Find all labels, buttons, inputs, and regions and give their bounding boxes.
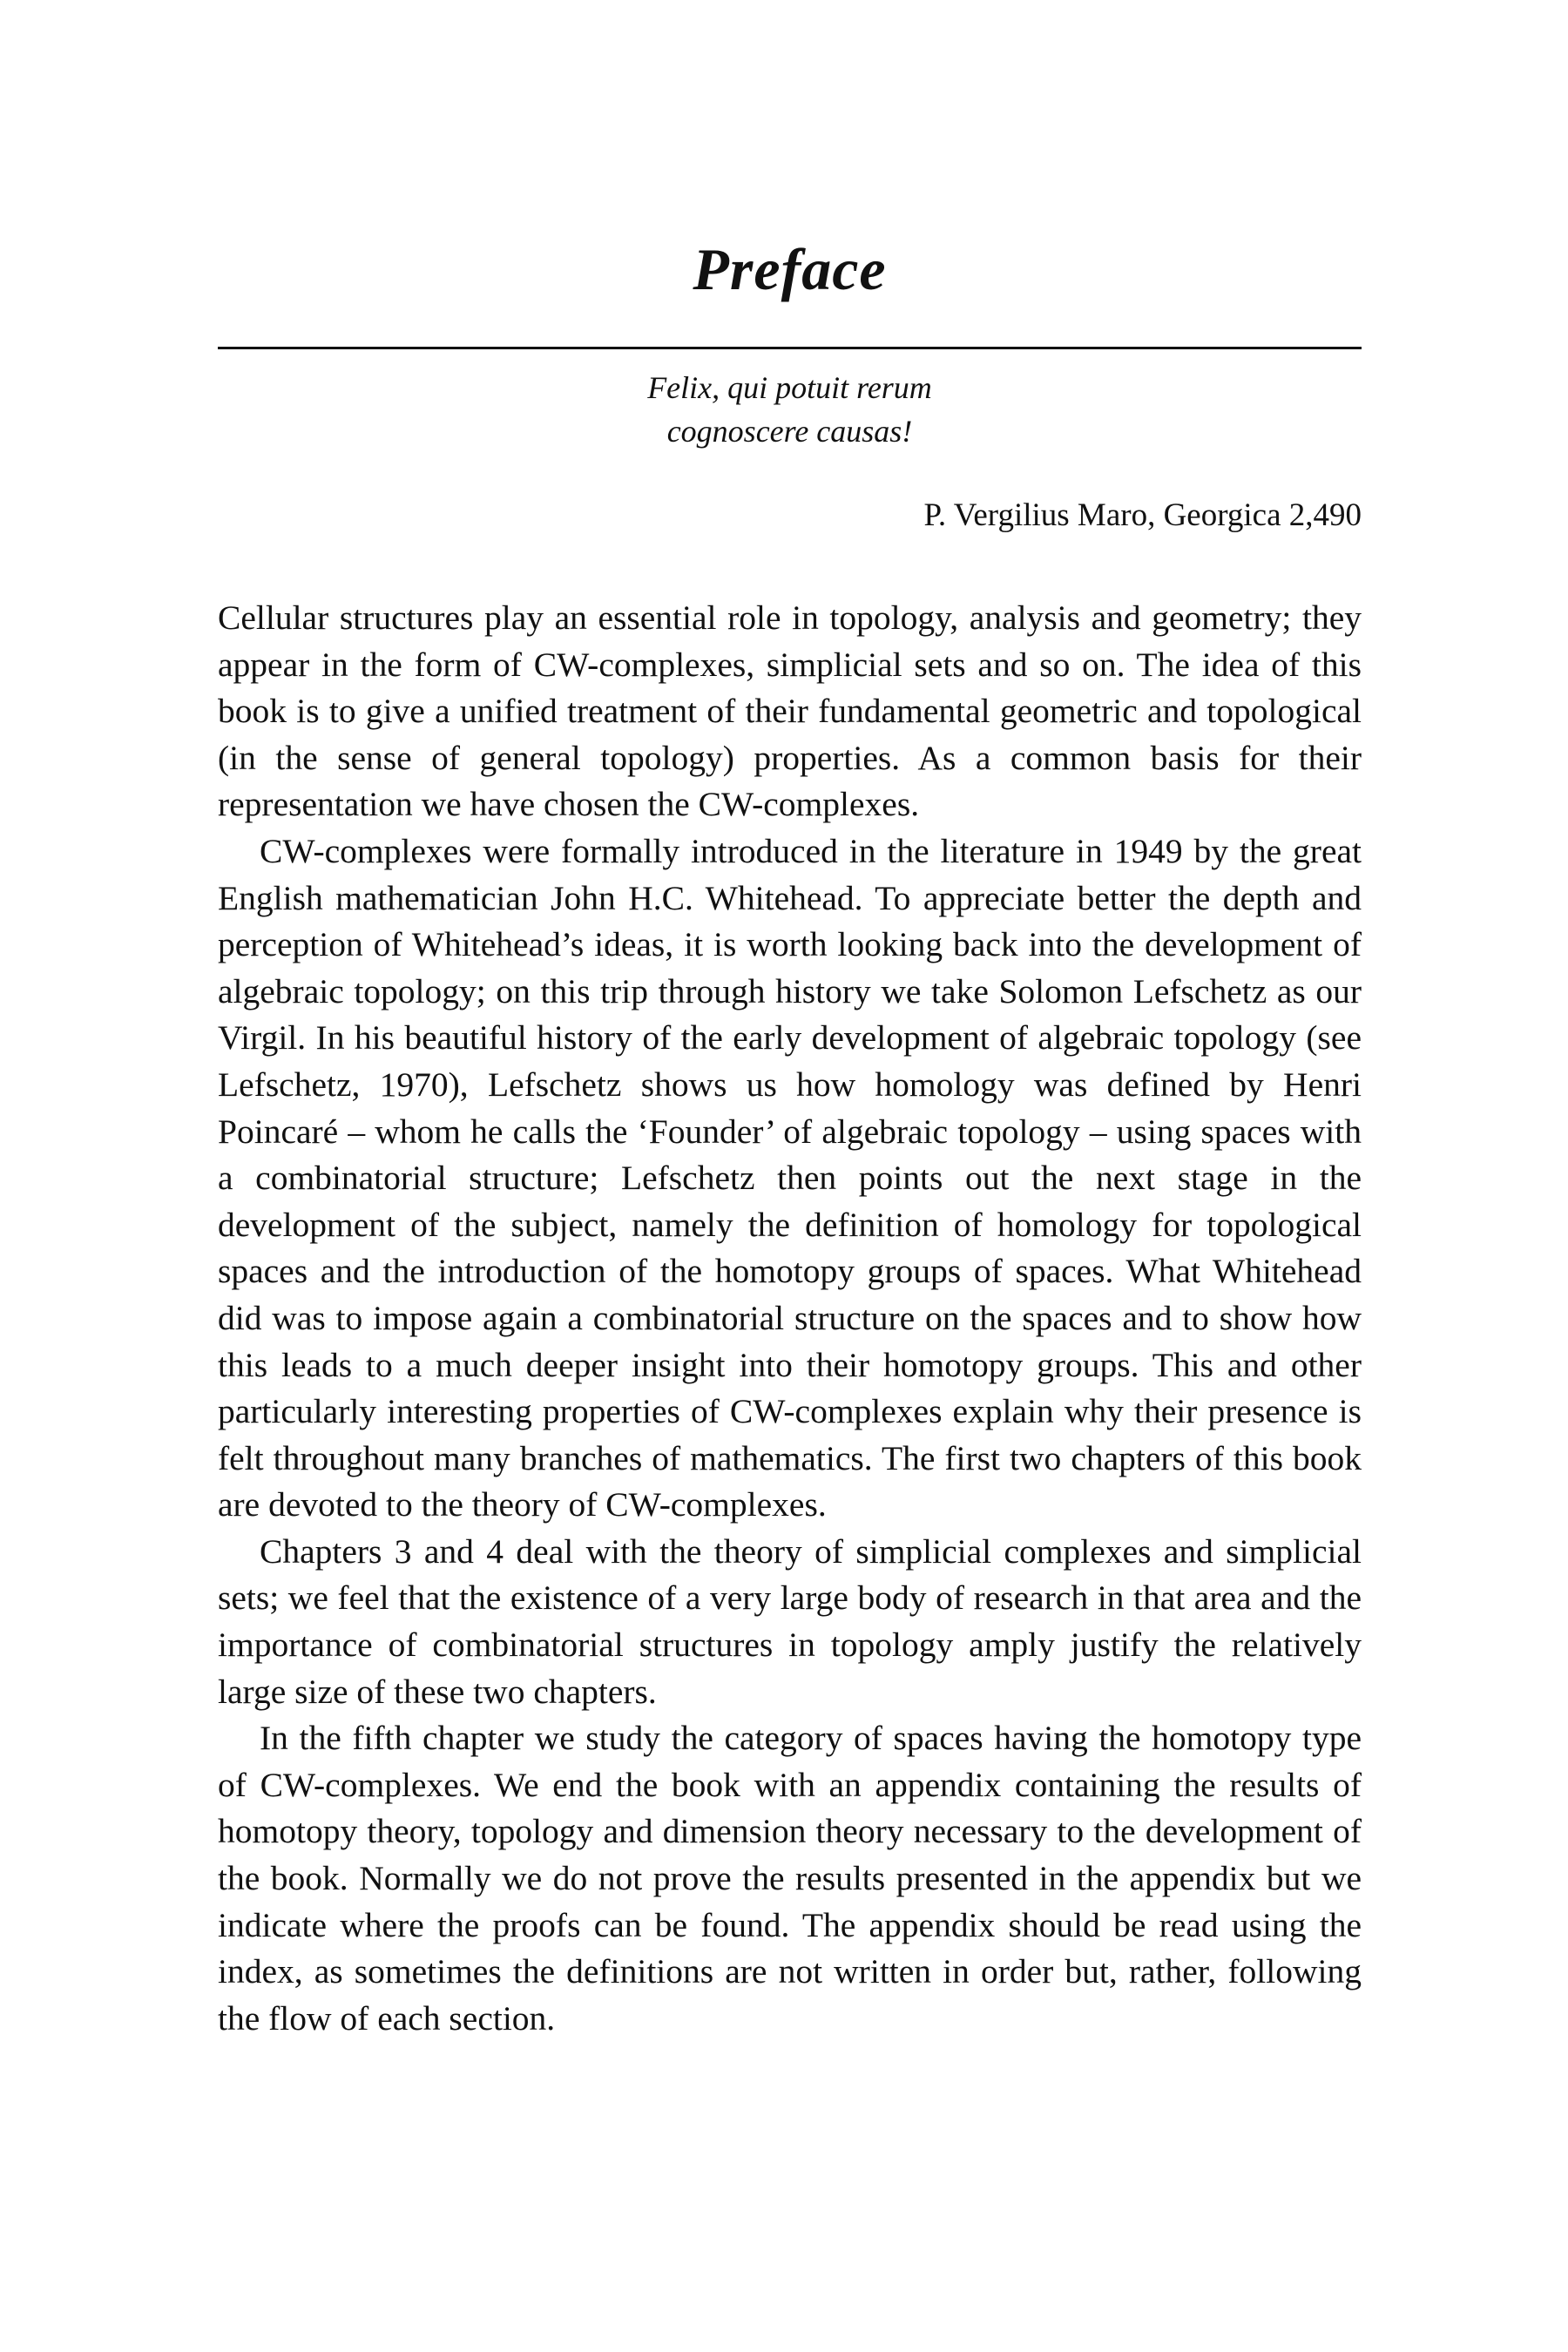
paragraph-3: Chapters 3 and 4 deal with the theory of simplicial complexes and simplicial sets; we feel that the existence of a very large body of research in that area and the importance of combinatorial structures in topology amply justify the relatively large size of these two chapters. xyxy=(218,1531,1362,1711)
paragraph-2: CW-complexes were formally introduced in the literature in 1949 by the great English mathematician John H.C. Whitehead. To appreciate better the depth and perception of Whitehead’s ideas, it is worth looking back into the development of algebraic topology; on this trip through history we take Solomon Lefschetz as our Virgil. In his beautiful history of the early development of algebraic topology (see Lefschetz, 1970), Lefschetz shows us how homology was defined by Henri Poincaré – whom he calls the ‘Founder’ of algebraic topology – using spaces with a combinatorial structure; Lefschetz then points out the next stage in the development of the subject, namely the definition of homology for topological spaces and the introduction of the homotopy groups of spaces. What Whitehead did was to impose again a combinatorial structure on the spaces and to show how this leads to a much deeper insight into their homotopy groups. This and other particularly interesting properties of CW-complexes explain why their presence is felt throughout many branches of mathematics. The first two chapters of this book are devoted to the theory of CW-complexes. xyxy=(218,831,1362,1524)
title-rule xyxy=(218,347,1362,349)
epigraph-line-1: Felix, qui potuit rerum xyxy=(647,370,932,405)
paragraph-1: Cellular structures play an essential role in topology, analysis and geometry; they appear in the form of CW-complexes, simplicial sets and so on. The idea of this book is to give a unified treatment of their fundamental geometric and topological (in the sense of general topology) properties. As a common basis for their representation we have chosen the CW-complexes. xyxy=(218,598,1362,824)
preface-body xyxy=(218,595,1362,2042)
epigraph-attribution: P. Vergilius Maro, Georgica 2,490 xyxy=(923,497,1362,533)
paragraph-4: In the fifth chapter we study the category of spaces having the homotopy type of CW-complexes. We end the book with an appendix containing the results of homotopy theory, topology and dimension theory necessary to the development of the book. Normally we do not prove the results presented in the appendix but we indicate where the proofs can be found. The appendix should be read using the index, as sometimes the definitions are not written in order but, rather, following the flow of each section. xyxy=(218,1719,1362,2038)
epigraph xyxy=(218,366,1362,453)
page-title: Preface xyxy=(693,236,887,302)
epigraph-line-2: cognoscere causas! xyxy=(666,414,913,449)
